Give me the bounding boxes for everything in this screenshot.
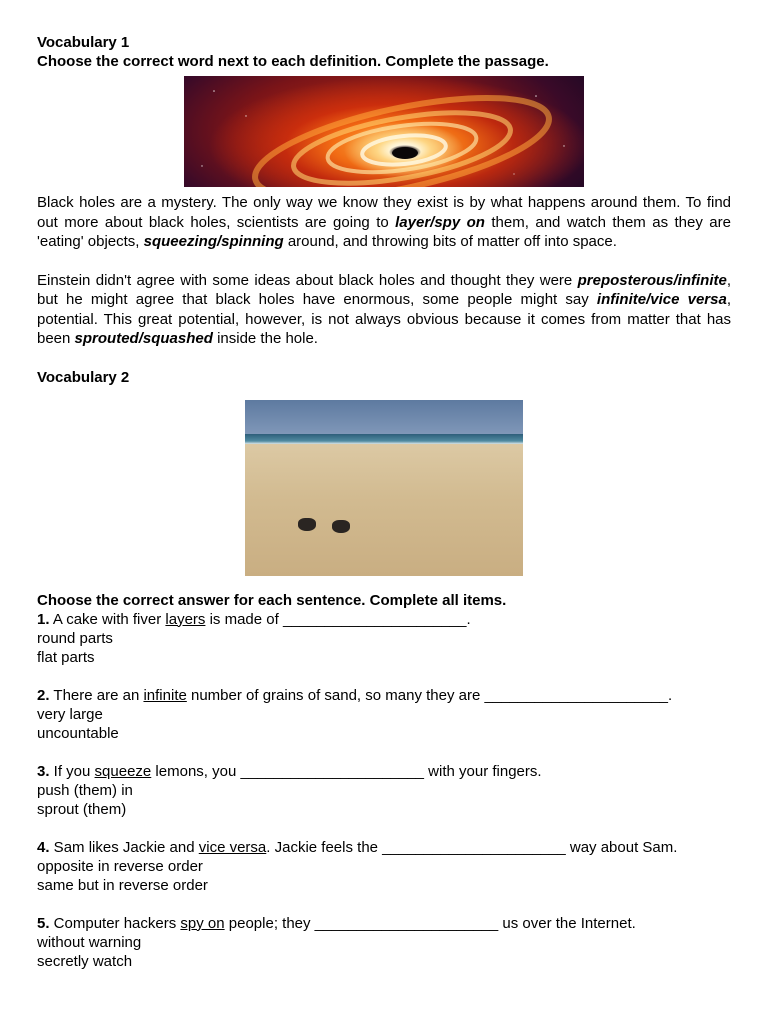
spacer bbox=[37, 743, 731, 762]
p1-choice-2: squeezing/spinning bbox=[143, 233, 284, 250]
p2-choice-1: preposterous/infinite bbox=[577, 271, 727, 289]
p1-text-2: them, and watch them as they are 'eating' objects, bbox=[37, 213, 731, 250]
question-1 bbox=[37, 610, 731, 667]
question-text-blank: number of grains of sand, so many they are ______________________. bbox=[186, 686, 673, 704]
black-hole-image bbox=[184, 76, 584, 187]
question-text: If you bbox=[49, 762, 95, 780]
question-5-stem bbox=[37, 914, 731, 933]
vocab1-title: Vocabulary 1 bbox=[37, 34, 130, 51]
answer-option[interactable]: very large bbox=[37, 705, 103, 723]
question-4 bbox=[37, 838, 731, 895]
question-text: There are an bbox=[49, 686, 144, 704]
p2-choice-2: infinite/vice versa bbox=[596, 291, 727, 308]
vocab2-title: Vocabulary 2 bbox=[37, 368, 130, 386]
question-3-stem bbox=[37, 762, 731, 781]
answer-option[interactable]: opposite in reverse order bbox=[37, 857, 203, 875]
question-list bbox=[37, 610, 731, 971]
question-text: Computer hackers bbox=[49, 914, 181, 932]
question-text: Sam likes Jackie and bbox=[49, 838, 199, 856]
question-text-blank: is made of ______________________. bbox=[205, 610, 471, 628]
p1-text-1: Black holes are a mystery. The only way we know they exist is by what happens around them. To find out more about black holes, scientists are going to bbox=[37, 194, 731, 231]
answer-option[interactable]: secretly watch bbox=[37, 952, 133, 970]
p2-text-2: , but he might agree that black holes have enormous, some people might say bbox=[37, 271, 731, 308]
beach-sand bbox=[245, 444, 523, 576]
question-number: 5. bbox=[37, 914, 50, 932]
question-number: 4. bbox=[37, 838, 50, 856]
vocab-word: layers bbox=[165, 610, 206, 628]
vocab1-instruction: Choose the correct word next to each definition. Complete the passage. bbox=[37, 53, 549, 70]
question-number: 2. bbox=[37, 686, 50, 704]
p2-text-4: inside the hole. bbox=[212, 330, 318, 347]
p1-text-3: around, and throwing bits of matter off into space. bbox=[283, 233, 617, 250]
question-4-stem bbox=[37, 838, 731, 857]
question-1-stem bbox=[37, 610, 731, 629]
p1-choice-1: layer/spy on bbox=[395, 213, 485, 231]
question-text-blank: lemons, you ______________________ with your fingers. bbox=[151, 762, 542, 780]
p2-text-1: Einstein didn't agree with some ideas about black holes and thought they were bbox=[37, 271, 578, 289]
vocab-word: infinite bbox=[143, 686, 187, 704]
spacer bbox=[37, 667, 731, 686]
p2-choice-3: sprouted/squashed bbox=[74, 330, 213, 347]
question-2 bbox=[37, 686, 731, 743]
beach-sea bbox=[245, 434, 523, 444]
sandal-right bbox=[332, 520, 350, 533]
question-number: 3. bbox=[37, 762, 50, 780]
answer-option[interactable]: uncountable bbox=[37, 724, 119, 742]
spacer bbox=[37, 895, 731, 914]
answer-option[interactable]: flat parts bbox=[37, 648, 95, 666]
vocab-word: vice versa bbox=[198, 838, 267, 856]
sandal-left bbox=[298, 518, 316, 531]
p2-text-3: , potential. This great potential, however, is not always obvious because it comes from matter that has been bbox=[37, 291, 731, 347]
question-text: A cake with fiver bbox=[49, 610, 166, 628]
question-text-blank: . Jackie feels the ______________________ way about Sam. bbox=[266, 838, 678, 856]
vocab1-paragraph-2 bbox=[37, 271, 731, 349]
worksheet bbox=[37, 33, 731, 971]
vocab1-paragraph-1 bbox=[37, 193, 731, 252]
spacer bbox=[37, 819, 731, 838]
answer-option[interactable]: sprout (them) bbox=[37, 800, 127, 818]
question-2-stem bbox=[37, 686, 731, 705]
answer-option[interactable]: round parts bbox=[37, 629, 113, 647]
answer-option[interactable]: same but in reverse order bbox=[37, 876, 208, 894]
vocab-word: squeeze bbox=[94, 762, 152, 780]
question-text-blank: people; they ______________________ us over the Internet. bbox=[224, 914, 636, 932]
vocab2-instruction: Choose the correct answer for each sentence. Complete all items. bbox=[37, 591, 507, 609]
spacer bbox=[37, 349, 731, 368]
vocab-word: spy on bbox=[180, 914, 225, 932]
spacer bbox=[37, 252, 731, 271]
question-5 bbox=[37, 914, 731, 971]
question-3 bbox=[37, 762, 731, 819]
beach-sky bbox=[245, 400, 523, 434]
beach-image bbox=[245, 400, 523, 576]
question-number: 1. bbox=[37, 610, 50, 628]
answer-option[interactable]: push (them) in bbox=[37, 781, 133, 799]
answer-option[interactable]: without warning bbox=[37, 933, 142, 951]
